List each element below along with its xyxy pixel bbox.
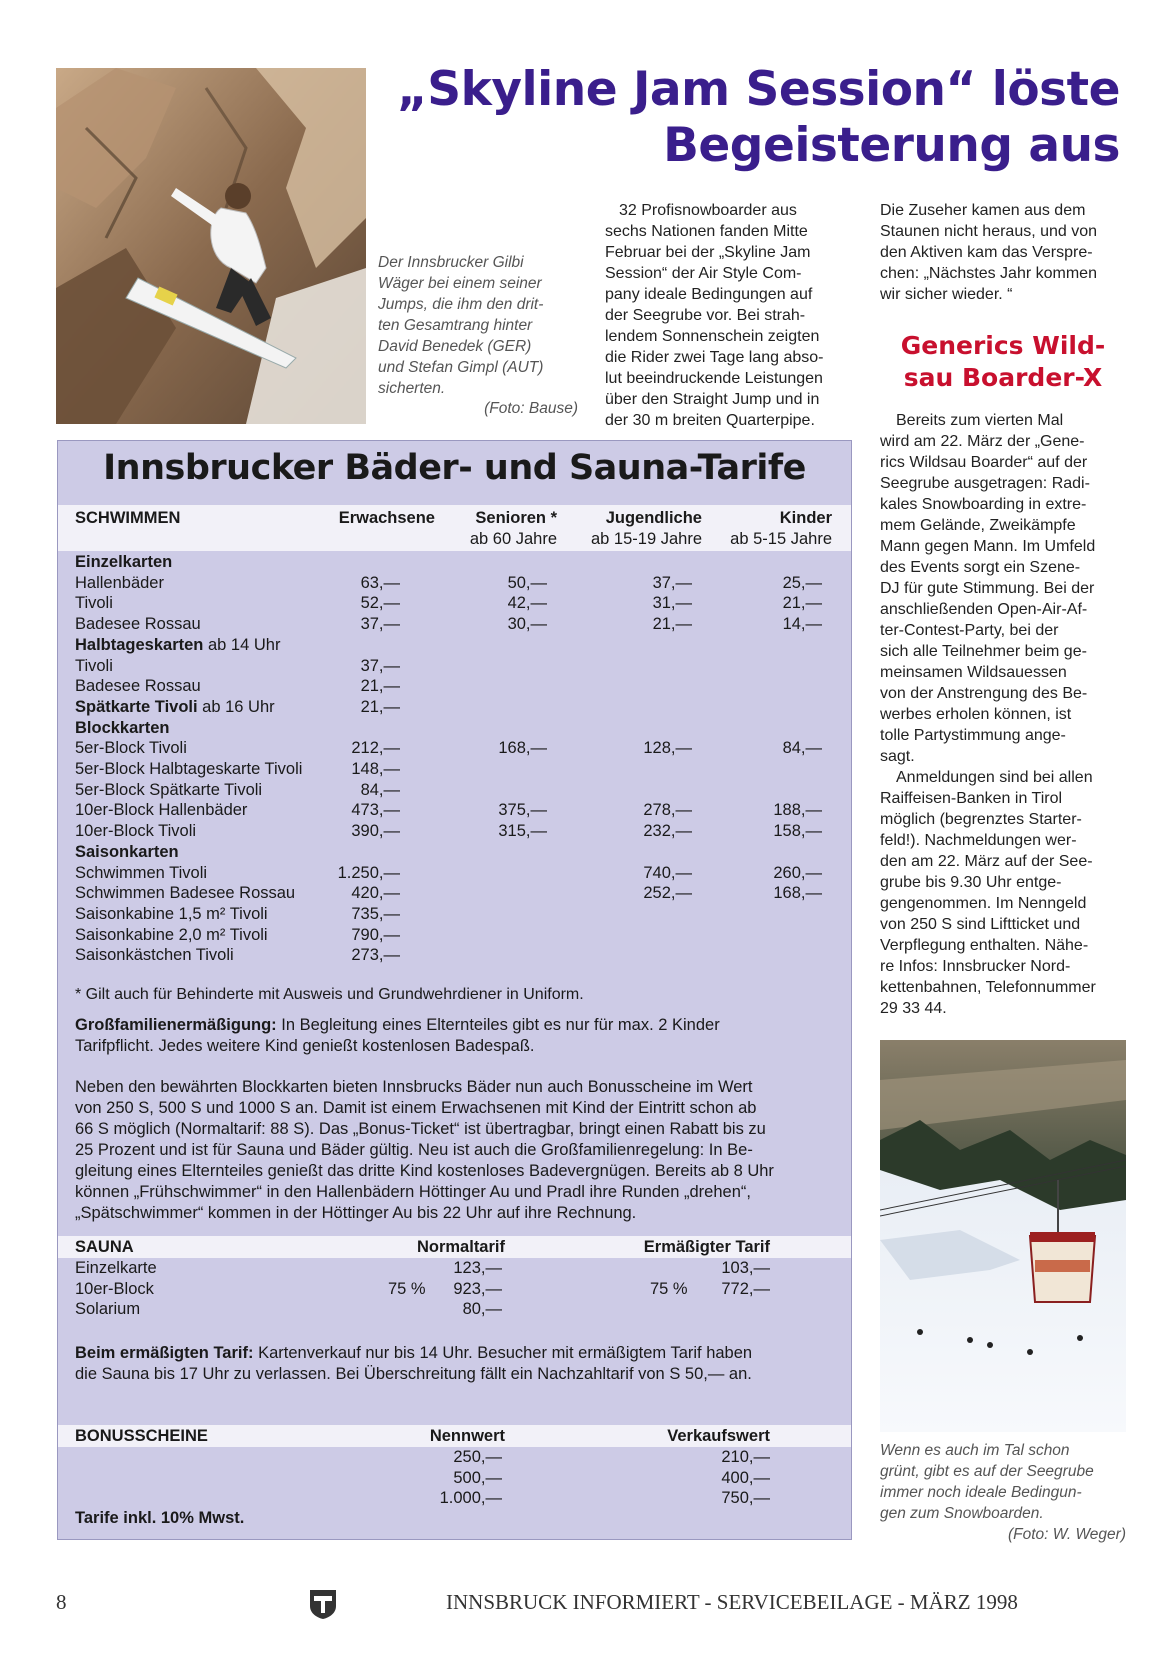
text-line: des Events sorgt ein Szene- [880, 559, 1081, 576]
text-line: die Rider zwei Tage lang abso- [605, 349, 824, 366]
table-row-label: 10er-Block Hallenbäder [75, 801, 248, 820]
text-line: wir sicher wieder. “ [880, 286, 1013, 303]
bonus-nennwert: 1.000,— [439, 1489, 502, 1508]
table-cell: 128,— [643, 739, 692, 758]
text-line: In Begleitung eines Elternteiles gibt es nur für max. 2 Kinder [281, 1016, 720, 1034]
text-line: lendem Sonnenschein zeigten [605, 328, 820, 345]
snowboarder-photo [56, 68, 366, 424]
table-cell: 212,— [351, 739, 400, 758]
table-cell: 84,— [360, 780, 400, 799]
table-row-label: Schwimmen Badesee Rossau [75, 884, 296, 903]
col-header-schwimmen: SCHWIMMEN [75, 509, 181, 527]
photo1-caption [378, 252, 578, 399]
col-header-ermaessigt: Ermäßigter Tarif [643, 1238, 770, 1256]
city-crest-icon [308, 1588, 338, 1626]
section-title: Blockkarten [75, 718, 170, 737]
table-section-label [75, 718, 169, 739]
bonus-verkaufswert: 400,— [721, 1468, 770, 1487]
sauna-row-label: Solarium [75, 1300, 141, 1319]
table-section-label [75, 635, 280, 656]
col-header-erwachsene: Erwachsene [338, 509, 435, 527]
table-cell: 260,— [773, 863, 822, 882]
article-column-1 [605, 200, 851, 431]
caption-line: David Benedek (GER) [378, 338, 532, 355]
table-cell: 790,— [351, 925, 400, 944]
table-row-label: Tivoli [75, 594, 113, 613]
table-cell: 37,— [360, 615, 400, 634]
bonus-nennwert: 250,— [453, 1448, 502, 1466]
sidebar-headline [880, 330, 1126, 394]
caption-line: ten Gesamtrang hinter [378, 317, 533, 334]
family-discount-paragraph [75, 1015, 835, 1057]
photo2-credit: (Foto: W. Weger) [1008, 1526, 1126, 1543]
table-cell: 50,— [507, 573, 547, 592]
table-cell: 168,— [773, 884, 822, 903]
headline-line: Begeisterung aus [663, 118, 1120, 173]
article-headline [380, 62, 1120, 174]
table-cell: 390,— [351, 822, 400, 841]
section-title: Einzelkarten [75, 553, 173, 571]
col-subheader-jugendliche: ab 15-19 Jahre [591, 530, 702, 548]
bonus-verkaufswert: 210,— [721, 1448, 770, 1466]
col-header-nennwert: Nennwert [429, 1427, 505, 1445]
table-cell: 42,— [507, 594, 547, 613]
caption-line: und Stefan Gimpl (AUT) [378, 359, 544, 376]
sauna-normal-value: 923,— [453, 1279, 502, 1298]
section-title: Saisonkarten [75, 842, 179, 861]
table-row-label: Saisonkabine 1,5 m² Tivoli [75, 904, 268, 923]
table-row-label: Saisonkästchen Tivoli [75, 946, 234, 965]
table-cell: 273,— [351, 946, 400, 965]
table-row-label: Tivoli [75, 656, 113, 675]
table-row-label: Saisonkabine 2,0 m² Tivoli [75, 925, 268, 944]
table-cell: 735,— [351, 904, 400, 923]
col-header-jugendliche: Jugendliche [605, 509, 702, 527]
text-line: von 250 S, 500 S und 1000 S an. Damit ist einem Erwachsenen mit Kind der Eintritt schon ab [75, 1099, 757, 1117]
bonus-verkaufswert: 750,— [721, 1489, 770, 1508]
table-section-label [75, 552, 172, 573]
text-line: über den Straight Jump und in [605, 391, 820, 408]
table-cell: 232,— [643, 822, 692, 841]
table-cell: 30,— [507, 615, 547, 634]
sauna-reduced-value: 772,— [721, 1279, 770, 1298]
caption-line: sicherten. [378, 380, 446, 397]
table-cell: 25,— [782, 573, 822, 592]
article-column-2 [880, 200, 1126, 305]
table-cell: 37,— [360, 656, 400, 675]
tariff-title: Innsbrucker Bäder- und Sauna-Tarife [103, 448, 806, 488]
table-row-label: 5er-Block Tivoli [75, 739, 187, 758]
text-line: DJ für gute Stimmung. Bei der [880, 580, 1095, 597]
text-line: Die Zuseher kamen aus dem [880, 202, 1086, 219]
text-line: kales Snowboarding in extre- [880, 496, 1087, 513]
caption-line: gen zum Snowboarden. [880, 1505, 1044, 1522]
text-line: Raiffeisen-Banken in Tirol [880, 790, 1063, 807]
table-cell: 37,— [652, 573, 692, 592]
section-title: Spätkarte Tivoli [75, 697, 198, 716]
text-line: möglich (begrenztes Starter- [880, 811, 1082, 828]
caption-line: Der Innsbrucker Gilbi [378, 254, 524, 271]
text-line: den Aktiven kam das Verspre- [880, 244, 1093, 261]
table-cell: 63,— [360, 573, 400, 592]
family-discount-label: Großfamilienermäßigung: [75, 1016, 277, 1034]
table-cell: 14,— [782, 615, 822, 634]
reduced-tariff-paragraph [75, 1343, 835, 1385]
table-cell: 21,— [652, 615, 692, 634]
subhead-line: sau Boarder-X [903, 363, 1103, 392]
table-cell: 1.250,— [337, 863, 400, 882]
sauna-row-label: Einzelkarte [75, 1259, 157, 1277]
reduced-tariff-label: Beim ermäßigten Tarif: [75, 1344, 254, 1362]
text-line: 66 S möglich (Normaltarif: 88 S). Das „Bonus-Ticket“ ist übertragbar, bringt einen Rabatt bis zu [75, 1120, 766, 1138]
bonus-nennwert: 500,— [453, 1468, 502, 1487]
text-line: mem Gelände, Zweikämpfe [880, 517, 1076, 534]
cable-car-photo [880, 1040, 1126, 1432]
text-line: Tarifpflicht. Jedes weitere Kind genießt kostenlosen Badespaß. [75, 1037, 535, 1055]
text-line: lut beeindruckende Leistungen [605, 370, 823, 387]
text-line: Bereits zum vierten Mal [896, 412, 1064, 429]
text-line: meinsamen Wildsauessen [880, 664, 1067, 681]
col-header-normaltarif: Normaltarif [416, 1238, 505, 1256]
caption-line: Wenn es auch im Tal schon [880, 1442, 1070, 1459]
sauna-normal-value: 80,— [462, 1300, 502, 1319]
photo1-credit: (Foto: Bause) [484, 400, 578, 417]
table-cell: 52,— [360, 594, 400, 613]
table-cell: 252,— [643, 884, 692, 903]
text-line: 25 Prozent und ist für Sauna und Bäder gültig. Neu ist auch die Großfamilienregelung: In Be- [75, 1141, 753, 1159]
caption-line: Jumps, die ihm den drit- [378, 296, 544, 313]
text-line: die Sauna bis 17 Uhr zu verlassen. Bei Überschreitung fällt ein Nachzahltarif von S 50,— an. [75, 1365, 752, 1383]
section-note: ab 16 Uhr [197, 697, 275, 716]
table-row-label: Badesee Rossau [75, 677, 201, 696]
table-cell: 21,— [360, 697, 400, 716]
text-line: können „Frühschwimmer“ in den Hallenbädern Höttinger Au und Pradl ihre Runden „drehen“, [75, 1183, 751, 1201]
page-number: 8 [56, 1590, 67, 1614]
text-line: grube bis 9.30 Uhr entge- [880, 874, 1062, 891]
col-subheader-senioren: ab 60 Jahre [469, 530, 557, 548]
text-line: sagt. [880, 748, 915, 765]
vat-note: Tarife inkl. 10% Mwst. [75, 1509, 245, 1527]
text-line: Februar bei der „Skyline Jam [605, 244, 811, 261]
publication-line: INNSBRUCK INFORMIERT - SERVICEBEILAGE - MÄRZ 1998 [446, 1590, 1018, 1614]
headline-line: „Skyline Jam Session“ löste [396, 62, 1120, 117]
table-row-label: Schwimmen Tivoli [75, 863, 208, 882]
text-line: chen: „Nächstes Jahr kommen [880, 265, 1097, 282]
sauna-percent: 75 % [388, 1279, 426, 1298]
table-cell: 21,— [360, 677, 400, 696]
text-line: Seegrube ausgetragen: Radi- [880, 475, 1090, 492]
text-line: der 30 m breiten Quarterpipe. [605, 412, 815, 429]
section-note: ab 14 Uhr [203, 635, 281, 654]
text-line: pany ideale Bedingungen auf [605, 286, 813, 303]
text-line: 29 33 44. [880, 1000, 947, 1017]
text-line: Verpflegung enthalten. Nähe- [880, 937, 1089, 954]
bonus-paragraph [75, 1077, 835, 1224]
table-cell: 740,— [643, 863, 692, 882]
text-line: tolle Partystimmung ange- [880, 727, 1066, 744]
table-section-label [75, 697, 275, 718]
table-cell: 148,— [351, 760, 400, 778]
table-cell: 188,— [773, 801, 822, 820]
sauna-percent: 75 % [650, 1279, 688, 1298]
col-header-kinder: Kinder [779, 509, 832, 527]
table-cell: 21,— [782, 594, 822, 613]
text-line: Kartenverkauf nur bis 14 Uhr. Besucher mit ermäßigtem Tarif haben [258, 1344, 753, 1362]
text-line: wird am 22. März der „Gene- [880, 433, 1085, 450]
sauna-header: SAUNA [75, 1238, 134, 1256]
col-header-verkaufswert: Verkaufswert [667, 1427, 770, 1445]
table-cell: 315,— [498, 822, 547, 841]
table-row-label: Hallenbäder [75, 573, 164, 592]
subhead-line: Generics Wild- [900, 331, 1106, 360]
text-line: Staunen nicht heraus, und von [880, 223, 1098, 240]
text-line: von 250 S sind Liftticket und [880, 916, 1081, 933]
bonus-header: BONUSSCHEINE [75, 1427, 208, 1445]
page-footer [56, 1588, 1126, 1620]
text-line: von der Anstrengung des Be- [880, 685, 1088, 702]
table-cell: 168,— [498, 739, 547, 758]
photo2-caption [880, 1440, 1126, 1545]
sidebar-article [880, 410, 1126, 1019]
text-line: feld!). Nachmeldungen wer- [880, 832, 1077, 849]
table-cell: 473,— [351, 801, 400, 820]
sauna-row-label: 10er-Block [75, 1279, 154, 1298]
table-cell: 158,— [773, 822, 822, 841]
table-row-label: 10er-Block Tivoli [75, 822, 197, 841]
text-line: gleitung eines Elternteiles genießt das dritte Kind kostenloses Badevergnügen. Bereits ab 8 Uhr [75, 1162, 774, 1180]
text-line: kettenbahnen, Telefonnummer [880, 979, 1096, 996]
text-line: re Infos: Innsbrucker Nord- [880, 958, 1071, 975]
text-line: „Spätschwimmer“ kommen in der Höttinger Au bis 22 Uhr auf ihre Rechnung. [75, 1204, 637, 1222]
table-row-label: 5er-Block Spätkarte Tivoli [75, 780, 263, 799]
text-line: sich alle Teilnehmer beim ge- [880, 643, 1087, 660]
caption-line: immer noch ideale Bedingun- [880, 1484, 1082, 1501]
table-cell: 278,— [643, 801, 692, 820]
text-line: werbes erholen können, ist [880, 706, 1072, 723]
text-line: der Seegrube vor. Bei strah- [605, 307, 806, 324]
section-title: Halbtageskarten [75, 635, 204, 654]
text-line: gengenommen. Im Nenngeld [880, 895, 1087, 912]
col-subheader-kinder: ab 5-15 Jahre [730, 530, 832, 548]
text-line: Session“ der Air Style Com- [605, 265, 802, 282]
table-cell: 420,— [351, 884, 400, 903]
caption-line: Wäger bei einem seiner [378, 275, 542, 292]
col-header-senioren: Senioren * [475, 509, 557, 527]
table-row-label: 5er-Block Halbtageskarte Tivoli [75, 760, 303, 778]
text-line: Mann gegen Mann. Im Umfeld [880, 538, 1096, 555]
text-line: Anmeldungen sind bei allen [896, 769, 1093, 786]
table-cell: 84,— [782, 739, 822, 758]
text-line: anschließenden Open-Air-Af- [880, 601, 1088, 618]
sauna-reduced-value: 103,— [721, 1259, 770, 1277]
caption-line: grünt, gibt es auf der Seegrube [880, 1463, 1094, 1480]
text-line: sechs Nationen fanden Mitte [605, 223, 808, 240]
text-line: den am 22. März auf der See- [880, 853, 1093, 870]
tariff-footnote: * Gilt auch für Behinderte mit Ausweis und Grundwehrdiener in Uniform. [75, 986, 584, 1003]
text-line: ter-Contest-Party, bei der [880, 622, 1059, 639]
text-line: Neben den bewährten Blockkarten bieten Innsbrucks Bäder nun auch Bonusscheine im Wert [75, 1078, 753, 1096]
table-cell: 375,— [498, 801, 547, 820]
table-row-label: Badesee Rossau [75, 615, 201, 634]
text-line: 32 Profisnowboarder aus [619, 202, 797, 219]
table-cell: 31,— [652, 594, 692, 613]
table-section-label [75, 842, 179, 863]
sauna-normal-value: 123,— [453, 1259, 502, 1277]
text-line: rics Wildsau Boarder“ auf der [880, 454, 1088, 471]
